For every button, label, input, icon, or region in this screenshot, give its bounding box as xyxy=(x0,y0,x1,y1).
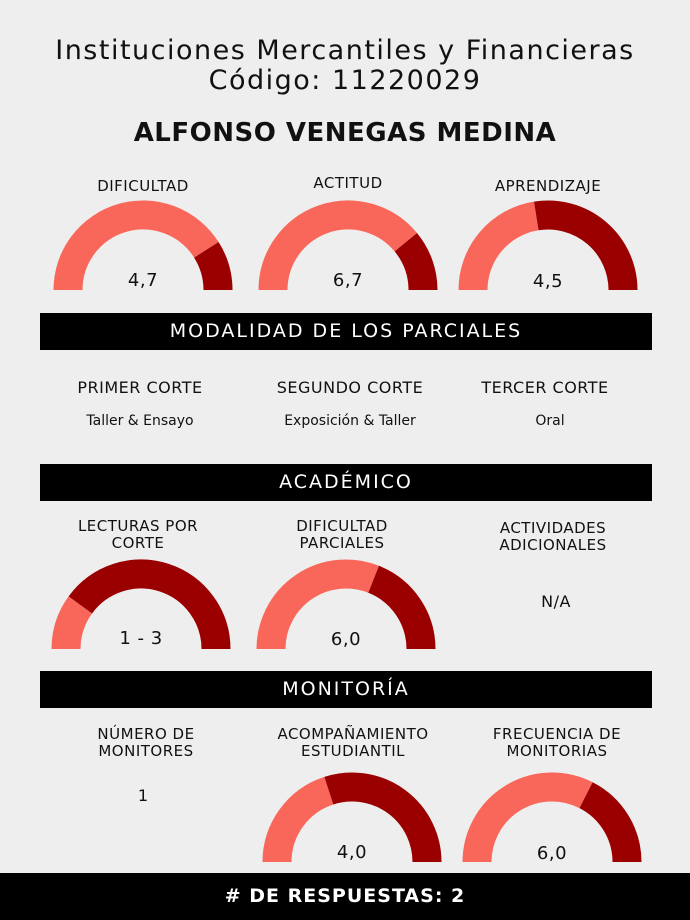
actividades-value: N/A xyxy=(541,592,571,611)
parcial-label-tercer: TERCER CORTE xyxy=(481,378,609,397)
parcial-value-segundo: Exposición & Taller xyxy=(284,413,416,429)
gauge-label-aprendizaje: APRENDIZAJE xyxy=(494,177,602,195)
parcial-label-primer: PRIMER CORTE xyxy=(77,378,203,397)
gauge-value-aprendizaje: 4,5 xyxy=(532,271,564,292)
gauge-value-lecturas: 1 - 3 xyxy=(119,628,163,649)
responses-footer: # DE RESPUESTAS: 2 xyxy=(0,873,690,920)
course-code: Código: 11220029 xyxy=(208,65,482,96)
academico-label-lecturas: LECTURAS POR CORTE xyxy=(77,517,199,552)
academico-label-dificultad: DIFICULTAD PARCIALES xyxy=(296,517,388,552)
gauge-value-dificultad: 4,7 xyxy=(127,270,159,291)
monitoria-label-frecuencia: FRECUENCIA DE MONITORIAS xyxy=(492,725,622,760)
parcial-label-segundo: SEGUNDO CORTE xyxy=(276,378,424,397)
monitoria-label-numero: NÚMERO DE MONITORES xyxy=(97,725,195,760)
section-header-monitoria: MONITORÍA xyxy=(40,671,652,708)
gauge-value-actitud: 6,7 xyxy=(332,270,364,291)
gauge-label-dificultad: DIFICULTAD xyxy=(97,177,189,195)
gauge-value-frecuencia: 6,0 xyxy=(536,843,568,864)
gauge-label-actitud: ACTITUD xyxy=(313,174,383,192)
section-header-modalidad: MODALIDAD DE LOS PARCIALES xyxy=(40,313,652,350)
gauge-value-dificultad-parciales: 6,0 xyxy=(330,629,362,650)
parcial-value-primer: Taller & Ensayo xyxy=(86,413,194,429)
professor-name: ALFONSO VENEGAS MEDINA xyxy=(133,118,557,148)
academico-label-actividades: ACTIVIDADES ADICIONALES xyxy=(499,519,607,554)
monitores-value: 1 xyxy=(137,786,149,805)
gauge-value-acompanamiento: 4,0 xyxy=(336,842,368,863)
monitoria-label-acompanamiento: ACOMPAÑAMIENTO ESTUDIANTIL xyxy=(277,725,429,760)
parcial-value-tercer: Oral xyxy=(535,413,565,429)
section-header-academico: ACADÉMICO xyxy=(40,464,652,501)
course-title: Instituciones Mercantiles y Financieras xyxy=(55,35,635,66)
